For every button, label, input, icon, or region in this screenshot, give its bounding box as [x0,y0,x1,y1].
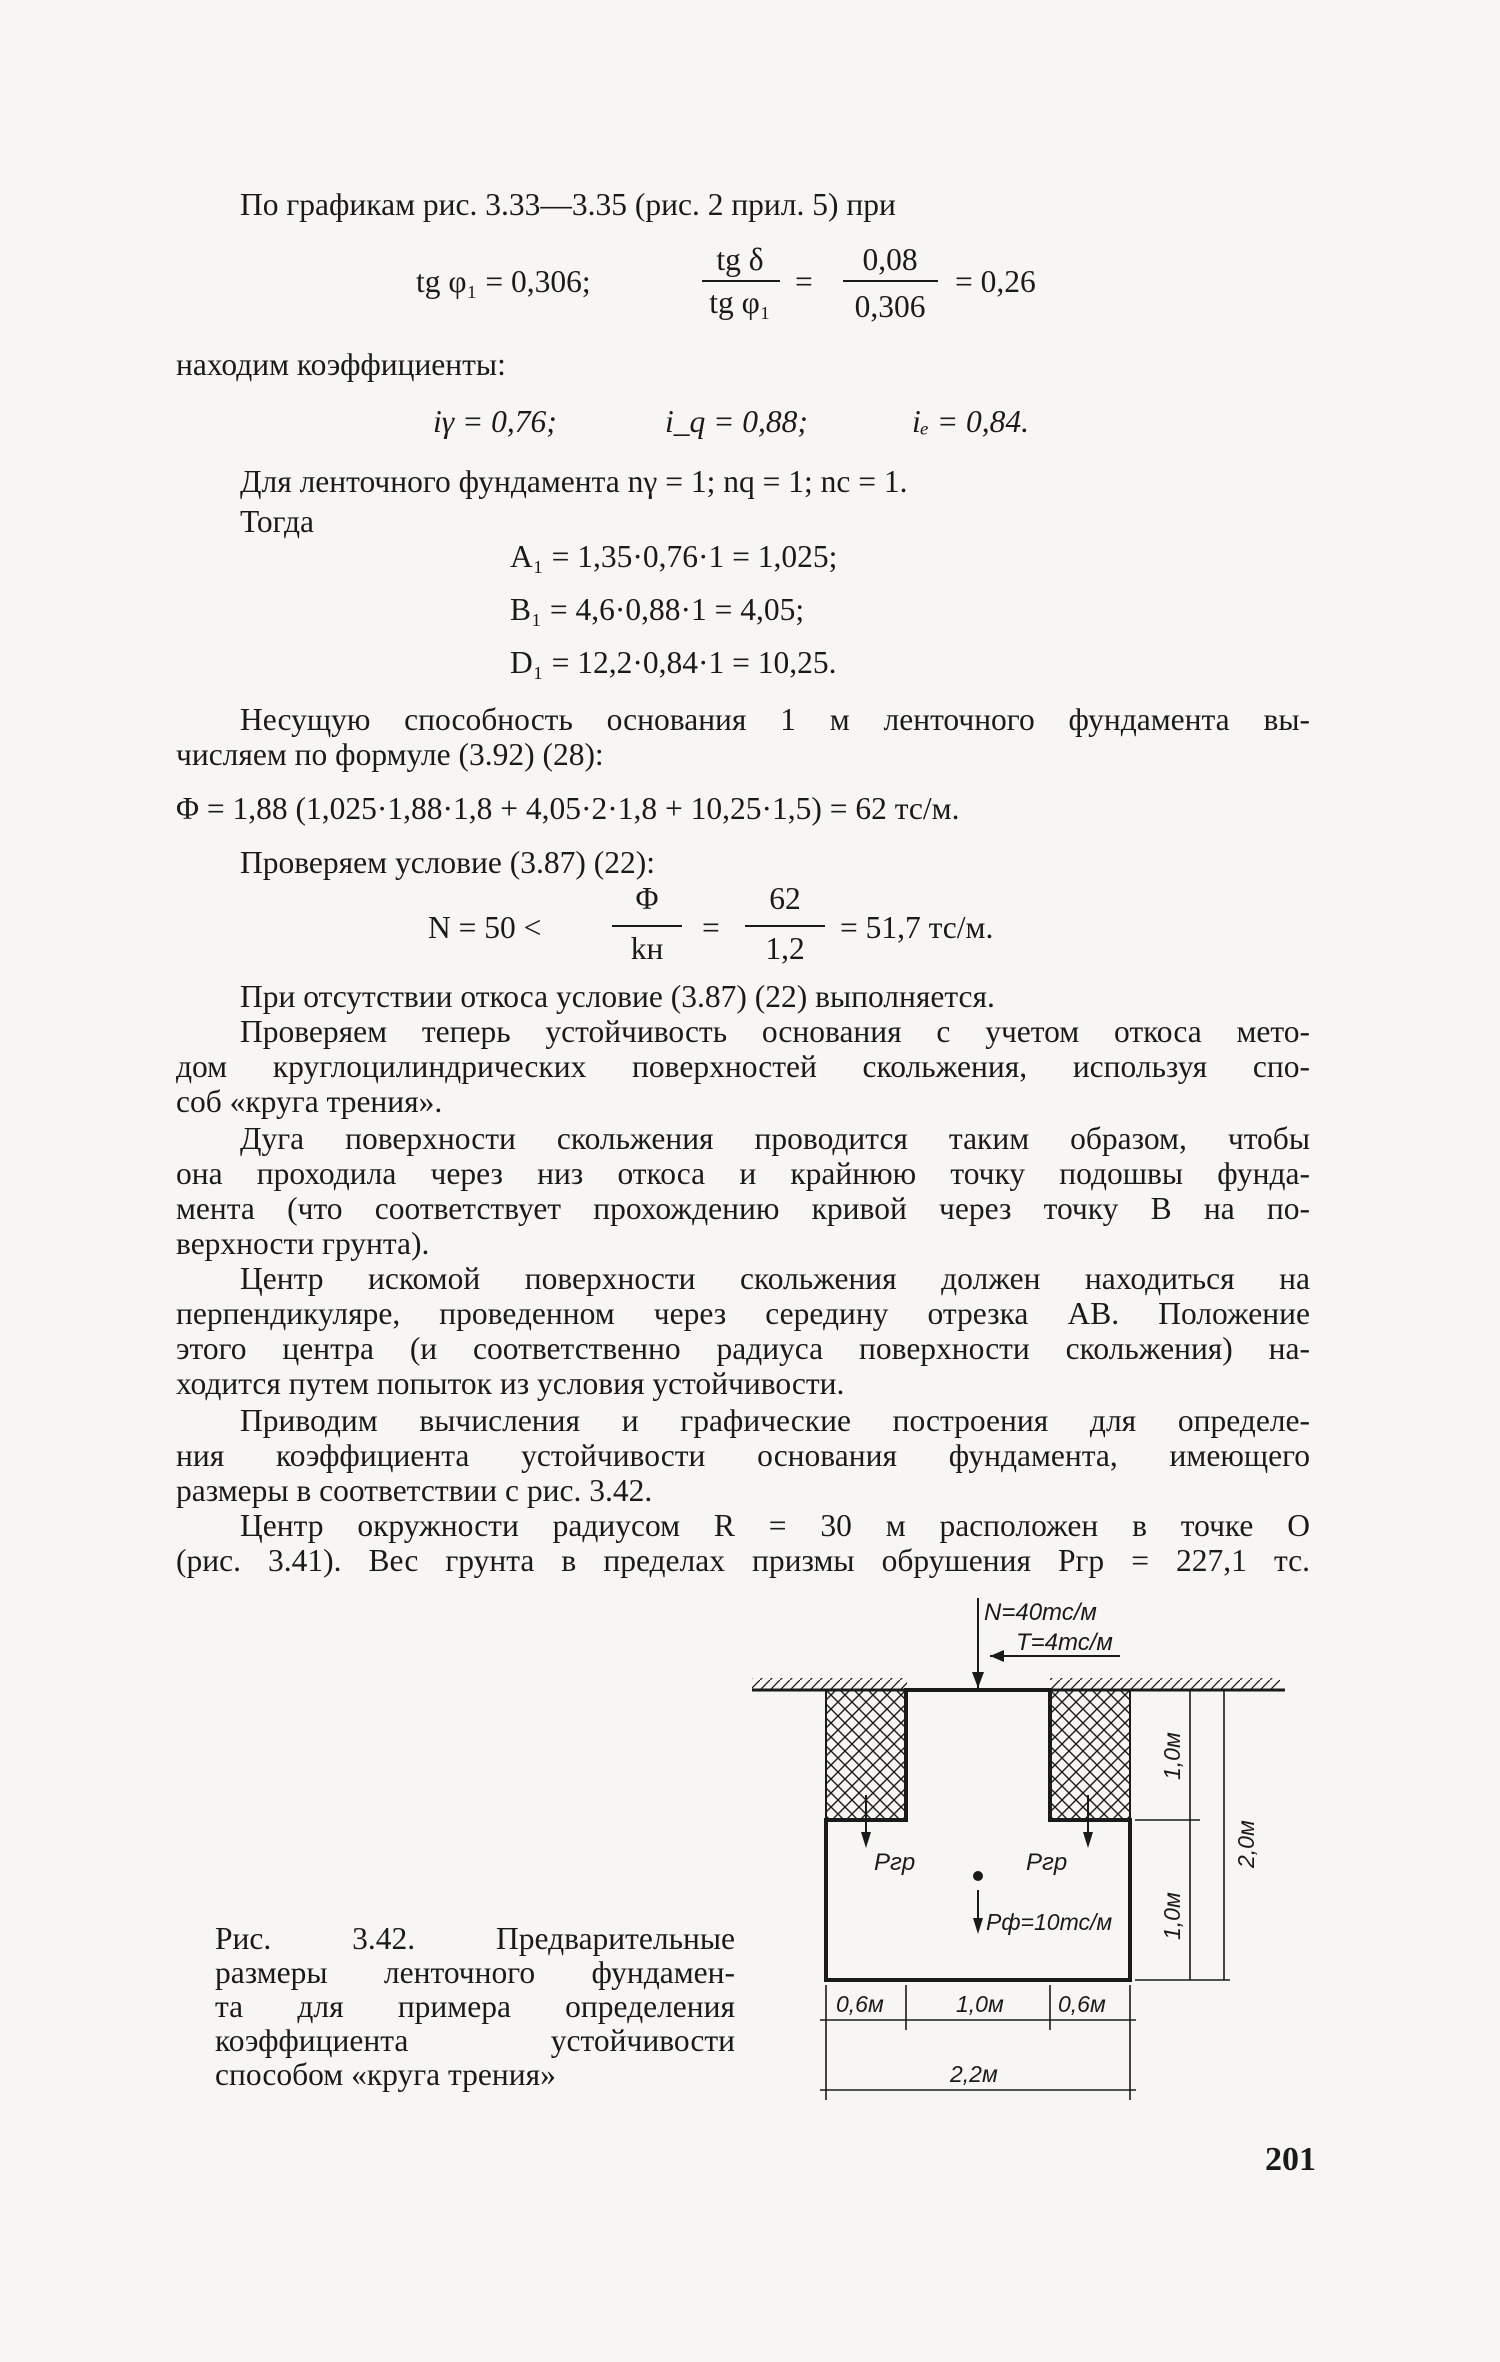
para2-line-2: дом круглоцилиндрических поверхностей скольжения, используя спо- [176,1049,1310,1084]
para4-line-3: этого центра (и соответственно радиуса поверхности скольжения) на- [176,1331,1310,1366]
dim-height-total: 2,0м [1233,1820,1259,1868]
fraction-bar [702,280,780,282]
dim-width-total: 2,2м [950,2061,998,2087]
fraction-bar [612,925,682,927]
load-n-arrow [972,1598,984,1688]
n-fraction-bottom [612,932,682,966]
coef-i-q: i_q = 0,88; [665,404,808,439]
right-backfill [1050,1690,1130,1820]
fraction-numerator: tg δ [716,242,764,277]
fraction-denominator: 1,2 [765,931,805,966]
tg-phi-value: tg φ₁ = 0,306; [416,264,591,299]
dim-height-bottom: 1,0м [1159,1892,1185,1940]
equation-a1: A₁ = 1,35·0,76·1 = 1,025; [510,539,838,574]
para-no-slope: При отсутствии откоса условие (3.87) (22) выполняется. [240,979,995,1014]
fraction-denominator-box [840,290,940,324]
para2-line-1: Проверяем теперь устойчивость основания с учетом откоса мето- [240,1014,1310,1049]
check-line: Проверяем условие (3.87) (22): [240,845,655,880]
para4-line-2: перпендикуляре, проведенном через середину отрезка AB. Положение [176,1296,1310,1331]
then-word: Тогда [240,504,314,539]
para4-line-1: Центр искомой поверхности скольжения должен находиться на [240,1261,1310,1296]
phi-equation: Φ = 1,88 (1,025·1,88·1,8 + 4,05·2·1,8 + 10,25·1,5) = 62 тс/м. [176,791,960,826]
para5-line-1: Приводим вычисления и графические построения для определе- [240,1403,1310,1438]
label-t-load: T=4тс/м [1016,1629,1113,1656]
fraction-numerator: Φ [635,881,659,916]
caption-line: способом «круга трения» [215,2057,556,2092]
para2-line-3: соб «круга трения». [176,1084,443,1119]
strip-foundation-line: Для ленточного фундамента nγ = 1; nq = 1; nc = 1. [240,464,908,499]
fraction-denominator: kн [630,931,664,966]
intro-line: По графикам рис. 3.33—3.35 (рис. 2 прил. 5) при [240,187,896,222]
centroid-dot [973,1871,983,1881]
dim-width-right: 0,6м [1058,1991,1106,2017]
fraction-denominator-box [700,286,780,320]
caption-line: коэффициента устойчивости [215,2023,735,2058]
pf-arrow [973,1890,983,1934]
label-pgr-left: Pгр [874,1849,916,1876]
dim-width-middle: 1,0м [956,1991,1004,2017]
fraction-bar [745,925,825,927]
para5-line-2: ния коэффициента устойчивости основания фундамента, имеющего [176,1438,1310,1473]
n-fraction-top [612,882,682,916]
caption-line: размеры ленточного фундамен- [215,1955,735,1990]
equals-sign: = [702,910,720,945]
fraction-tg-delta [700,243,780,277]
fraction-numerator: 0,08 [862,242,918,277]
equals-sign: = [795,264,813,299]
bearing-line-1: Несущую способность основания 1 м ленточного фундамента вы- [240,702,1310,737]
para3-line-1: Дуга поверхности скольжения проводится таким образом, чтобы [240,1121,1310,1156]
para3-line-4: верхности грунта). [176,1226,430,1261]
para6-line-2: (рис. 3.41). Вес грунта в пределах призмы обрушения Pгр = 227,1 тс. [176,1543,1310,1578]
para5-line-3: размеры в соответствии с рис. 3.42. [176,1473,653,1508]
n-fraction2-bottom [745,932,825,966]
equation-b1: B₁ = 4,6·0,88·1 = 4,05; [510,592,805,627]
fraction-bar [843,280,938,282]
label-n-load: N=40тс/м [984,1599,1097,1626]
coef-intro: находим коэффициенты: [176,347,506,382]
caption-line: Рис. 3.42. Предварительные [215,1921,735,1956]
fraction-values [840,243,940,277]
dim-height-top: 1,0м [1159,1732,1185,1780]
para6-line-1: Центр окружности радиусом R = 30 м расположен в точке O [240,1508,1310,1543]
dim-width-left: 0,6м [836,1991,884,2017]
n-fraction2-top [745,882,825,916]
n-left: N = 50 < [428,910,542,945]
caption-line: та для примера определения [215,1989,735,2024]
label-pgr-right: Pгр [1026,1849,1068,1876]
label-pf: Pф=10тс/м [986,1909,1113,1935]
fraction-denominator: 0,306 [854,289,926,324]
tg-result: = 0,26 [955,264,1036,299]
figure-caption [215,1922,735,2092]
para4-line-4: ходится путем попыток из условия устойчивости. [176,1366,845,1401]
coef-i-c: iₑ = 0,84. [912,404,1030,439]
foundation-diagram [740,1590,1300,2110]
coef-i-gamma: iγ = 0,76; [433,404,557,439]
n-result: = 51,7 тс/м. [840,910,994,945]
fraction-numerator: 62 [769,881,801,916]
para3-line-2: она проходила через низ откоса и крайнюю точку подошвы фунда- [176,1156,1310,1191]
para3-line-3: мента (что соответствует прохождению кривой через точку B на по- [176,1191,1310,1226]
fraction-denominator: tg φ₁ [709,285,771,320]
bearing-line-2: числяем по формуле (3.92) (28): [176,737,604,772]
equation-d1: D₁ = 12,2·0,84·1 = 10,25. [510,645,837,680]
page-number: 201 [1265,2141,1316,2178]
